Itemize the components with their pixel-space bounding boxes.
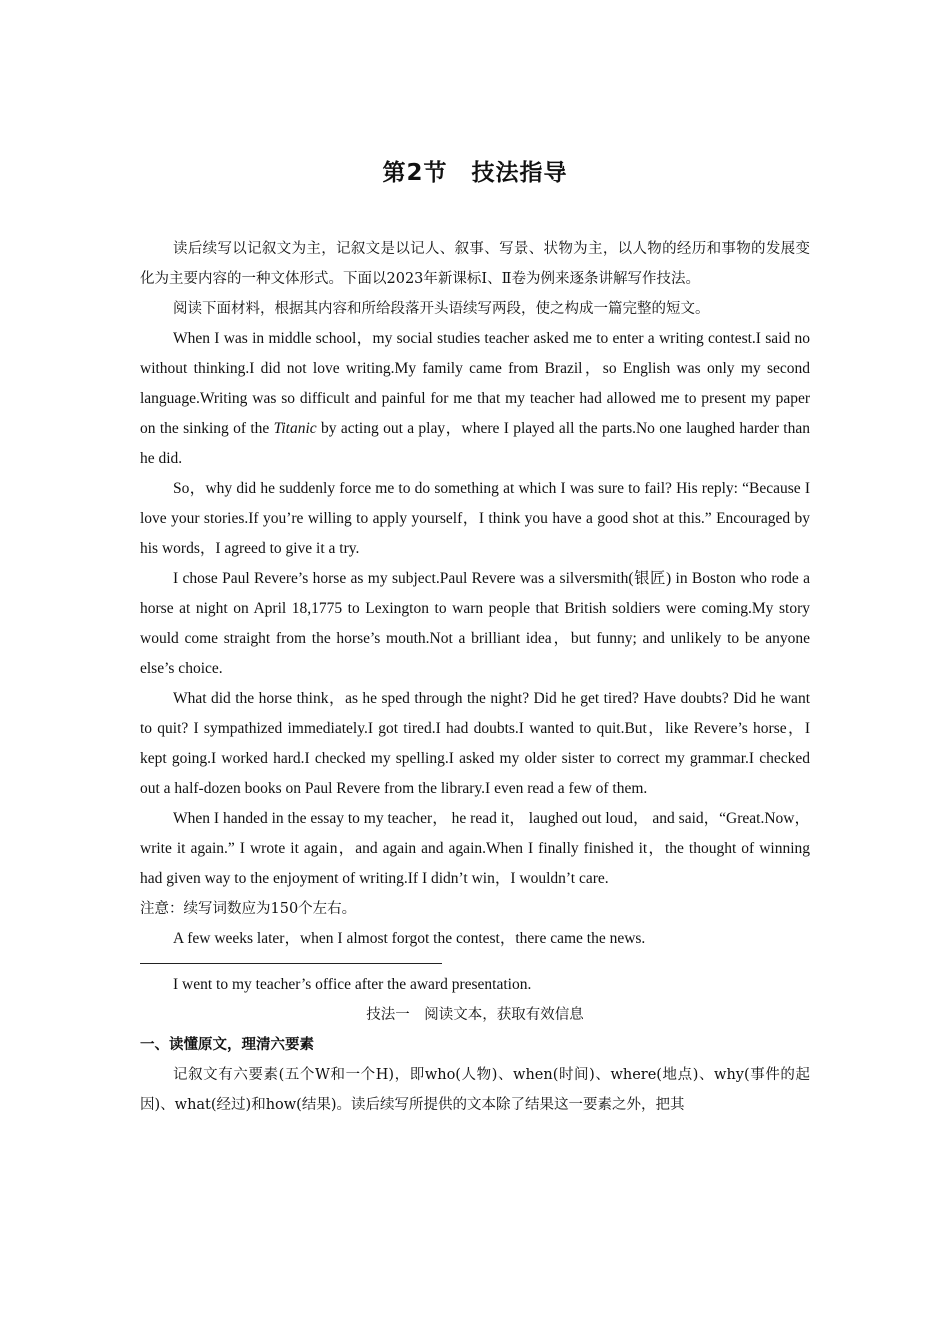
passage-paragraph-5: When I handed in the essay to my teacher， he read it， laughed out loud， and said，“Great.Now，write it again.” I wrote it again，and again and again.When I finally finished it，the thought of winning had given way to the enjoyment of writing.If I didn’t win，I wouldn’t care. bbox=[140, 810, 810, 887]
continuation-prompt-1: A few weeks later，when I almost forgot the contest，there came the news. bbox=[173, 930, 646, 947]
passage-paragraph-3: I chose Paul Revere’s horse as my subject.Paul Revere was a silversmith(银匠) in Boston who rode a horse at night on April 18,1775 to Lexington to warn people that British soldiers were coming.My story would come straight from the horse’s mouth.Not a brilliant idea，but funny; and unlikely to be anyone else’s choice. bbox=[140, 570, 810, 677]
page-title: 第2节 技法指导 bbox=[382, 160, 568, 186]
answer-line bbox=[140, 963, 442, 964]
passage-paragraph-2: So，why did he suddenly force me to do something at which I was sure to fail? His reply: “Because I love your stories.If you’re willing to apply yourself，I think you have a good shot at this.” Encouraged by his words，I agreed to give it a try. bbox=[140, 480, 810, 557]
passage-text: When I was in middle school，my social studies teacher asked me to enter a writing contest.I said no without thinking.I did not love writing.My family came from Brazil，so English was only my second language.Writing was so difficult and painful for me that my teacher had allowed me to present my paper on the sinking of the bbox=[140, 330, 810, 437]
passage-paragraph-4: What did the horse think，as he sped through the night? Did he get tired? Have doubts? Did he want to quit? I sympathized immediately.I got tired.I had doubts.I wanted to quit.But，like Revere’s horse，I kept going.I worked hard.I checked my spelling.I asked my older sister to correct my grammar.I checked out a half-dozen books on Paul Revere from the library.I even read a few of them. bbox=[140, 690, 810, 797]
passage-paragraph-1 bbox=[140, 324, 810, 474]
section-heading: 一、读懂原文，理清六要素 bbox=[140, 1037, 314, 1053]
method-heading: 技法一 阅读文本，获取有效信息 bbox=[366, 1007, 584, 1023]
instruction-paragraph: 阅读下面材料，根据其内容和所给段落开头语续写两段，使之构成一篇完整的短文。 bbox=[173, 301, 710, 317]
continuation-prompt-2: I went to my teacher’s office after the award presentation. bbox=[173, 976, 532, 993]
intro-paragraph: 读后续写以记叙文为主，记叙文是以记人、叙事、写景、状物为主，以人物的经历和事物的发展变化为主要内容的一种文体形式。下面以2023年新课标Ⅰ、Ⅱ卷为例来逐条讲解写作技法。 bbox=[140, 241, 810, 287]
section-paragraph: 记叙文有六要素(五个W和一个H)，即who(人物)、when(时间)、where(地点)、why(事件的起因)、what(经过)和how(结果)。读后续写所提供的文本除了结果这一要素之外，把其 bbox=[140, 1067, 810, 1113]
ship-name: Titanic bbox=[273, 420, 317, 437]
word-count-note: 注意：续写词数应为150个左右。 bbox=[140, 901, 357, 917]
document-body bbox=[140, 234, 810, 1120]
passage-text: by acting out a play，where I played all the parts.No one laughed harder than he did. bbox=[140, 420, 810, 467]
